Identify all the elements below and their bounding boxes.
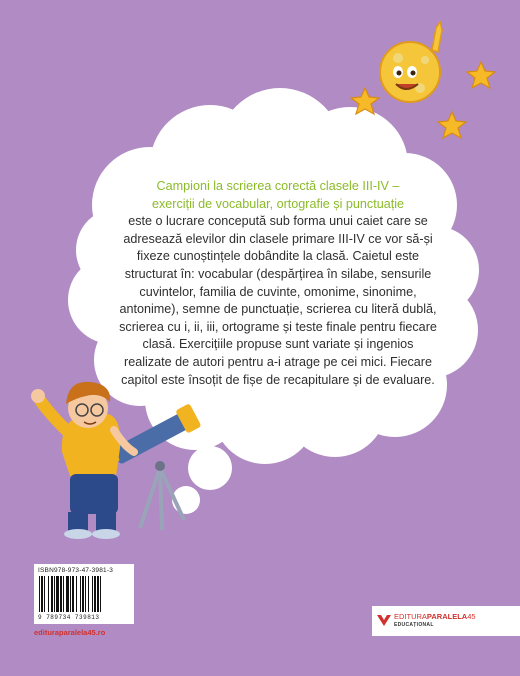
publisher-logo-icon	[376, 612, 392, 628]
barcode-bar	[70, 576, 71, 612]
barcode-bar	[88, 576, 89, 612]
publisher-name-main: PARALELA	[426, 612, 468, 621]
publisher-name	[394, 612, 476, 621]
barcode-bar	[63, 576, 64, 612]
barcode-bar	[56, 576, 59, 612]
barcode-bar	[76, 576, 77, 612]
publisher-website: editurаparalela45.ro	[34, 628, 106, 637]
barcode-digits: 9 789734 739813	[38, 614, 100, 621]
barcode-bar	[72, 576, 74, 612]
publisher-logo-panel	[372, 606, 520, 636]
barcode-bar	[82, 576, 84, 612]
barcode-icon	[38, 576, 130, 614]
barcode-bar	[94, 576, 96, 612]
book-description	[118, 178, 438, 389]
barcode-bar	[85, 576, 86, 612]
barcode-bar	[80, 576, 81, 612]
smiling-moon-icon	[380, 22, 442, 102]
barcode-panel	[34, 564, 134, 624]
barcode-bar	[48, 576, 49, 612]
barcode-bar	[97, 576, 99, 612]
lead-line-2: exerciții de vocabular, ortografie și punctuație	[151, 196, 405, 211]
barcode-bar	[41, 576, 43, 612]
barcode-bar	[54, 576, 55, 612]
isbn-label: ISBN978-973-47-3981-3	[38, 567, 114, 574]
barcode-bar	[92, 576, 93, 612]
barcode-bar	[51, 576, 53, 612]
barcode-bar	[66, 576, 69, 612]
lead-line-1: Campioni la scrierea corectă clasele III-IV –	[156, 179, 400, 193]
barcode-bar	[100, 576, 101, 612]
publisher-name-prefix: EDITURA	[394, 612, 427, 621]
barcode-bar	[60, 576, 62, 612]
book-title-lead	[118, 178, 438, 213]
publisher-subline: EDUCAȚIONAL	[394, 622, 434, 628]
barcode-bar	[39, 576, 40, 612]
description-body: este o lucrare concepută sub forma unui caiet care se adresează elevilor din clasele primare III-IV ce vor să-și fixeze cunoștințele dobândite la clasă. Caietul este structurat în: vocabular (despărțirea în silabe, sensurile cuvintelor, familia de cuvinte, omonime, sinonime, antonime), semne de punctuație, scrierea cu literă dublă, scrierea cu i, ii, iii, ortograme și teste finale pentru fiecare clasă. Exercițiile propuse sunt variate și ingenios realizate de autori pentru a-i atrage pe cei mici. Fiecare capitol este însoțit de fișe de recapitulare și de evaluare.	[119, 214, 437, 387]
publisher-name-suffix: 45	[467, 612, 476, 621]
barcode-bar	[44, 576, 45, 612]
